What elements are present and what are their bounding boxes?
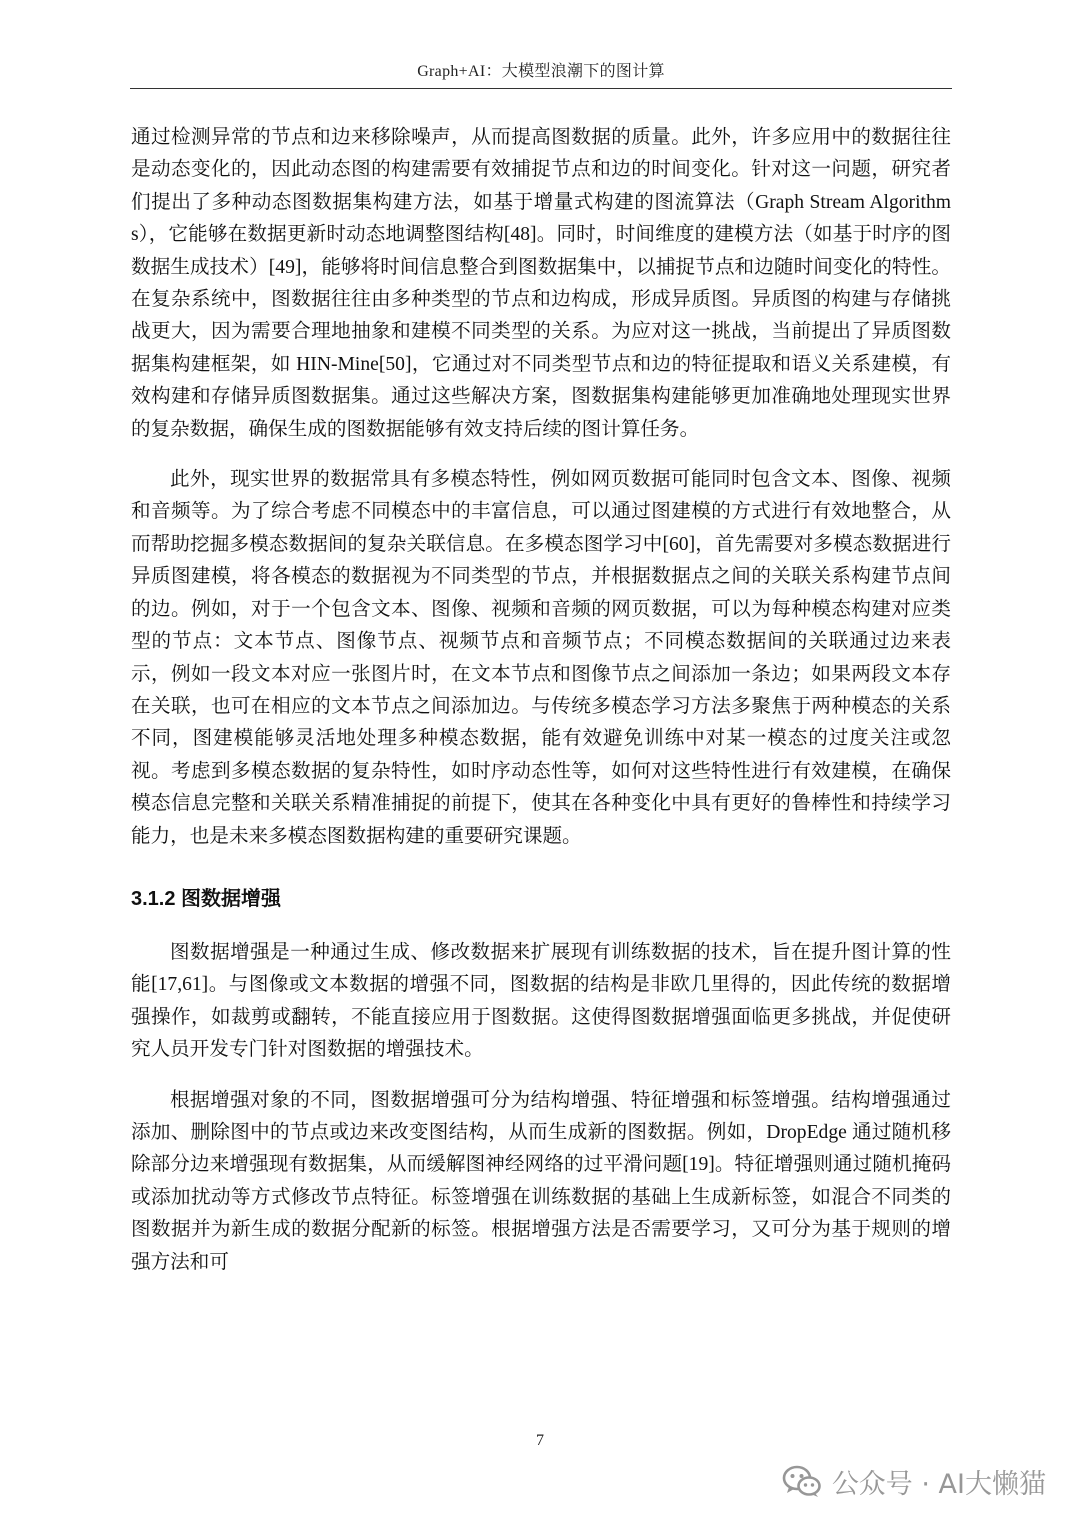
watermark-text: 公众号 · AI大懒猫 xyxy=(831,1469,1046,1500)
header-rule xyxy=(130,88,952,89)
watermark xyxy=(782,1462,1046,1501)
paragraph-continued: 通过检测异常的节点和边来移除噪声，从而提高图数据的质量。此外，许多应用中的数据往往是动态变化的，因此动态图的构建需要有效捕捉节点和边的时间变化。针对这一问题，研究者们提出了多种动态图数据集构建方法，如基于增量式构建的图流算法（Graph Stream Algorithms），它能够在数据更新时动态地调整图结构[48]。同时，时间维度的建模方法（如基于时序的图数据生成技术）[49]，能够将时间信息整合到图数据集中，以捕捉节点和边随时间变化的特性。在复杂系统中，图数据往往由多种类型的节点和边构成，形成异质图。异质图的构建与存储挑战更大，因为需要合理地抽象和建模不同类型的关系。为应对这一挑战，当前提出了异质图数据集构建框架，如 HIN-Mine[50]，它通过对不同类型节点和边的特征提取和语义关系建模，有效构建和存储异质图数据集。通过这些解决方案，图数据集构建能够更加准确地处理现实世界的复杂数据，确保生成的图数据能够有效支持后续的图计算任务。 xyxy=(131,127,951,440)
section-heading: 3.1.2 图数据增强 xyxy=(131,887,282,910)
paragraph-multimodal: 此外，现实世界的数据常具有多模态特性，例如网页数据可能同时包含文本、图像、视频和音频等。为了综合考虑不同模态中的丰富信息，可以通过图建模的方式进行有效地整合，从而帮助挖掘多模态数据间的复杂关联信息。在多模态图学习中[60]，首先需要对多模态数据进行异质图建模，将各模态的数据视为不同类型的节点，并根据数据点之间的关联关系构建节点间的边。例如，对于一个包含文本、图像、视频和音频的网页数据，可以为每种模态构建对应类型的节点：文本节点、图像节点、视频节点和音频节点；不同模态数据间的关联通过边来表示，例如一段文本对应一张图片时，在文本节点和图像节点之间添加一条边；如果两段文本存在关联，也可在相应的文本节点之间添加边。与传统多模态学习方法多聚焦于两种模态的关系不同，图建模能够灵活地处理多种模态数据，能有效避免训练中对某一模态的过度关注或忽视。考虑到多模态数据的复杂特性，如时序动态性等，如何对这些特性进行有效建模，在确保模态信息完整和关联关系精准捕捉的前提下，使其在各种变化中具有更好的鲁棒性和持续学习能力，也是未来多模态图数据构建的重要研究课题。 xyxy=(131,469,951,847)
body-text xyxy=(131,122,951,1279)
wechat-icon xyxy=(782,1465,822,1499)
page-number: 7 xyxy=(536,1432,544,1449)
paragraph-augmentation-intro: 图数据增强是一种通过生成、修改数据来扩展现有训练数据的技术，旨在提升图计算的性能[17,61]。与图像或文本数据的增强不同，图数据的结构是非欧几里得的，因此传统的数据增强操作，如裁剪或翻转，不能直接应用于图数据。这使得图数据增强面临更多挑战，并促使研究人员开发专门针对图数据的增强技术。 xyxy=(131,941,951,1061)
paragraph-spacer xyxy=(131,853,951,871)
paragraph-spacer xyxy=(131,1067,951,1085)
paragraph-augmentation-types: 根据增强对象的不同，图数据增强可分为结构增强、特征增强和标签增强。结构增强通过添加、删除图中的节点或边来改变图结构，从而生成新的图数据。例如，DropEdge 通过随机移除部分边来增强现有数据集，从而缓解图神经网络的过平滑问题[19]。特征增强则通过随机掩码或添加扰动等方式修改节点特征。标签增强在训练数据的基础上生成新标签，如混合不同类的图数据并为新生成的数据分配新的标签。根据增强方法是否需要学习，又可分为基于规则的增强方法和可 xyxy=(131,1089,951,1273)
running-header: Graph+AI：大模型浪潮下的图计算 xyxy=(417,63,665,80)
paragraph-spacer xyxy=(131,446,951,464)
